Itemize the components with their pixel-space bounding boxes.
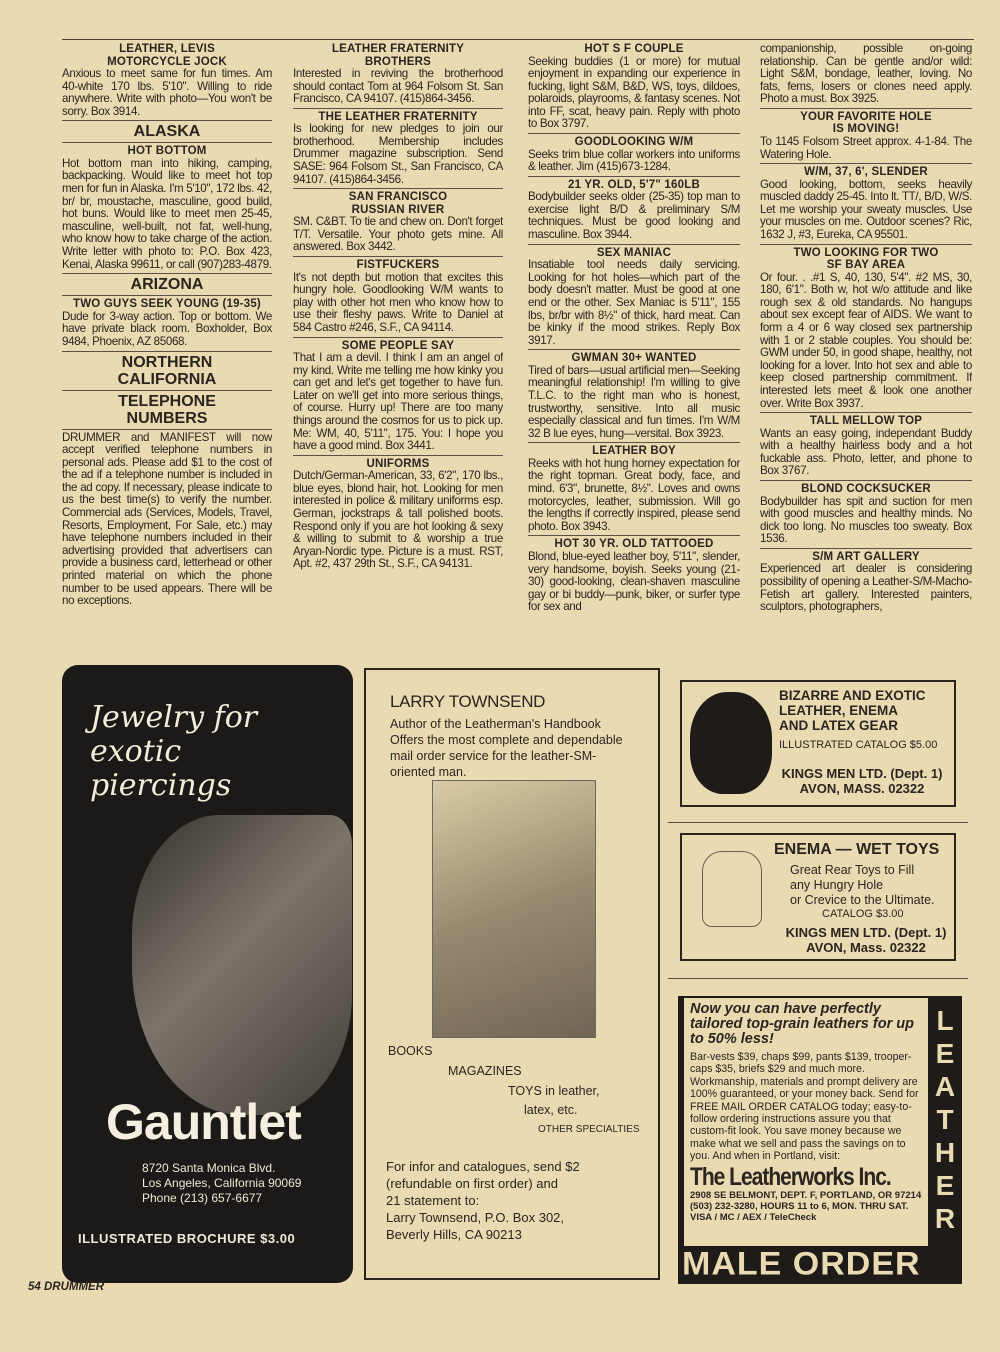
company: KINGS MEN LTD. (Dept. 1) AVON, MASS. 02322: [781, 766, 943, 796]
ad-title: GOODLOOKING W/M: [574, 136, 694, 149]
personal-ad: [293, 456, 503, 573]
ad-title: LEATHER, LEVIS MOTORCYCLE JOCK: [107, 43, 227, 68]
company: KINGS MEN LTD. (Dept. 1) AVON, Mass. 02322: [785, 925, 947, 955]
ad-title: HOT S F COUPLE: [584, 43, 684, 55]
townsend-subtitle: [390, 716, 640, 780]
ad-title: LEATHER FRATERNITY BROTHERS: [331, 43, 465, 68]
ad-title: TWO LOOKING FOR TWO SF BAY AREA: [793, 246, 939, 272]
ad-title: UNIFORMS: [366, 457, 430, 470]
gauntlet-brochure: ILLUSTRATED BROCHURE $3.00: [78, 1231, 296, 1246]
column-2: [293, 41, 503, 653]
ad-body: Dude for 3-way action. Top or bottom. We have private black room. Boxholder, Box 9484, Phoenix, AZ 85068.: [62, 309, 272, 348]
section-heading: TELEPHONE NUMBERS: [62, 391, 272, 430]
mask-image: [690, 692, 772, 794]
list-item: OTHER SPECIALTIES: [538, 1124, 640, 1135]
ad-body: Experienced art dealer is considering possibility of opening a Leather-S/M-Macho-Fetish art gallery. Interested painters, sculptors, photographers,: [760, 562, 972, 614]
personal-ad: [528, 177, 740, 245]
ad-body: Is looking for new pledges to join our brotherhood. Membership includes Drummer magazine subscription. Send SASE: 964 Folsom St., San Francisco, CA 94107. (415)864-3456.: [293, 122, 503, 186]
kings-men-ad-2: [680, 833, 956, 961]
enema-bag-image: [702, 851, 762, 927]
personal-ad: [293, 41, 503, 109]
column-1: [62, 41, 272, 653]
ad-body: Or four. . .#1 S, 40, 130, 5'4". #2 MS, 30, 180, 6'1". Both w, hot w/o attitude and like rough sex & old standards. No hangups about sex except fear of AIDS. We want to form a 4 or 6 way closed sex partnership with 1 or 2 stable couples. You should be: GWM under 50, in good shape, healthy, not looking for a lover. Into hot sex and able to keep closed partnership commitment. If interested lets meet & look one another over. Write Box 3937.: [760, 270, 972, 410]
ad-body: Bodybuilder seeks older (25-35) top man to exercise light B/D & preliminary S/M techniques. Must be good looking and masculine. Box 3944.: [528, 190, 740, 242]
personal-ad: [528, 443, 740, 536]
ad-title: HOT 30 YR. OLD TATTOOED: [554, 538, 714, 551]
gauntlet-address: 8720 Santa Monica Blvd. Los Angeles, California 90069 Phone (213) 657-6677: [142, 1161, 302, 1205]
personal-ad: [293, 189, 503, 257]
address: 2908 SE BELMONT, DEPT. F, PORTLAND, OR 97214 (503) 232-3280, HOURS 11 to 6, MON. THRU SAT. VISA / MC / AEX / TeleCheck: [690, 1189, 922, 1223]
personal-ad: [62, 41, 272, 121]
gauntlet-logo: Gauntlet: [106, 1094, 301, 1150]
ad-title: TALL MELLOW TOP: [809, 415, 923, 428]
personal-ad: [293, 109, 503, 189]
personal-ad: [62, 143, 272, 274]
ad-body: It's not depth but motion that excites this hungry hole. Goodlooking W/M wants to play with other hot men who know how to use their fleshy paws. Write to Daniel at 584 Castro #246, S.F., CA 94114.: [293, 270, 503, 334]
personal-ad: [760, 41, 972, 109]
kings-men-ad-1: [680, 680, 956, 807]
ad-title: S/M ART GALLERY: [812, 550, 920, 563]
ad-title: 21 YR. OLD, 5'7" 160LB: [568, 178, 700, 191]
personal-ad: [528, 536, 740, 615]
ad-body: Seeks trim blue collar workers into uniforms & leather. Jim (415)673-1284.: [528, 147, 740, 174]
section-heading: ALASKA: [62, 121, 272, 143]
ad-body: Wants an easy going, independant Buddy with a healthy hairless body and a hot fuckable ass. Photo, letter, and phone to Box 3767.: [760, 426, 972, 478]
divider: [668, 822, 968, 823]
personal-ad: [760, 481, 972, 549]
offer: Offers the most complete and dependable mail order service for the leather-SM-oriented man.: [390, 733, 623, 779]
vertical-leather: L E A T H E R: [934, 1005, 956, 1234]
page-footer: 54 DRUMMER: [28, 1281, 105, 1293]
headline: Now you can have perfectly tailored top-grain leathers for up to 50% less!: [690, 1001, 914, 1047]
personal-ad: [293, 257, 503, 337]
personal-ad: [760, 549, 972, 616]
top-rule: [62, 39, 974, 40]
ad-body: Blond, blue-eyed leather boy, 5'11", slender, very handsome, boyish. Seeks young (21-30) good-looking, clean-shaven masculine gay or bi buddy—punk, biker, or surfer type for sex and: [528, 549, 740, 614]
text: Great Rear Toys to Fill any Hungry Hole or Crevice to the Ultimate.: [790, 863, 935, 907]
list-item: TOYS in leather,: [508, 1084, 600, 1098]
section-heading: ARIZONA: [62, 274, 272, 296]
ad-title: TWO GUYS SEEK YOUNG (19-35): [73, 298, 261, 311]
leatherworks-ad: [678, 996, 962, 1284]
catalog: CATALOG $3.00: [822, 908, 904, 920]
headline: ENEMA — WET TOYS: [774, 841, 940, 858]
ad-body: SM. C&BT. To tie and chew on. Don't forget T/T. Versatile. Your photo gets mine. All answered. Box 3442.: [293, 215, 503, 254]
townsend-footer: For infor and catalogues, send $2 (refundable on first order) and 21 statement to: Larry Townsend, P.O. Box 302, Beverly Hills, CA 90213: [386, 1159, 580, 1242]
ad-body: Anxious to meet same for fun times. Am 40-white 170 lbs. 5'10". Willing to ride anywhere. Write with photo—You won't be sorry. Box 3914.: [62, 67, 272, 118]
ad-body: Seeking buddies (1 or more) for mutual enjoyment in expanding our experience in fucking, light S&M, B&D, WS, toys, dildoes, polaroids, playrooms, & fantasy scenes. Not into FF, scat, heavy pain. Reply with photo to Box 3797.: [528, 54, 740, 131]
divider: [668, 978, 968, 979]
ad-title: SEX MANIAC: [596, 246, 672, 259]
personal-ad: [528, 350, 740, 443]
ad-body: DRUMMER and MANIFEST will now accept verified telephone numbers in personal ads. Please add $1 to the cost of the ad if a telephone number is included in the ad copy. If necessary, please indicate to us the best time(s) to verify the number. Commercial ads (Services, Models, Travel, Resorts, Employment, For Sale, etc.) may have telephone numbers included in their advertising provided that advertisers can provide a business card, letterhead or other printed material on which the phone number to be used appears. There will be no exceptions.: [62, 430, 272, 608]
personal-ad: [760, 109, 972, 164]
body: Bar-vests $39, chaps $99, pants $139, trooper-caps $35, briefs $29 and much more. Workmanship, materials and prompt delivery are 100% guaranteed, or your money back. Send for FREE MAIL ORDER CATALOG today; easy-to-follow ordering instructions assure you that custom-fit look. You save money because we make what we sell and pass the savings on to you. And when in Portland, visit:: [690, 1051, 919, 1163]
ad-title: HOT BOTTOM: [127, 145, 207, 158]
section-heading: NORTHERN CALIFORNIA: [62, 352, 272, 391]
list-item: latex, etc.: [524, 1103, 578, 1117]
ad-title: YOUR FAVORITE HOLE IS MOVING!: [800, 110, 932, 136]
ad-body: Good looking, bottom, seeks heavily muscled daddy 25-45. Into lt. TT/, B/D, W/S. Let me worship your sweaty muscles. Use your muscles on me. Outdoor scenes? Ric, 1632 J, #3, Eureka, CA 95501.: [760, 177, 972, 242]
personal-ad: [760, 245, 972, 414]
ad-title: SOME PEOPLE SAY: [341, 339, 455, 352]
company-name: The Leatherworks Inc.: [690, 1163, 891, 1191]
column-4: [760, 41, 972, 653]
ad-title: GWMAN 30+ WANTED: [571, 352, 697, 365]
ad-title: LEATHER BOY: [592, 445, 676, 458]
ad-body: To 1145 Folsom Street approx. 4-1-84. The Watering Hole.: [760, 134, 972, 161]
headline: BIZARRE AND EXOTIC LEATHER, ENEMA AND LATEX GEAR: [779, 688, 926, 733]
townsend-ad: [364, 668, 660, 1280]
catalog: ILLUSTRATED CATALOG $5.00: [779, 739, 938, 751]
jewelry-photo: [132, 815, 352, 1115]
ad-body: Reeks with hot hung horney expectation for the right topman. Great body, face, and mind. 6'3", brunette, 8½". Loves and owns motorcycles, leather, submission. Will go the lengths if correctly inspired, please send photo. Box 3943.: [528, 456, 740, 533]
ad-title: FISTFUCKERS: [356, 259, 440, 272]
ad-title: SAN FRANCISCO RUSSIAN RIVER: [348, 191, 448, 216]
personal-ad: [62, 430, 272, 610]
list-item: BOOKS: [388, 1044, 433, 1058]
personal-ad: [528, 41, 740, 134]
ad-body: companionship, possible on-going relationship. Can be gentle and/or wild: Light S&M, bondage, leather, loving. No fats, fems, losers or clones need apply. Photo a must. Box 3925.: [760, 42, 972, 106]
ad-title: W/M, 37, 6', SLENDER: [804, 166, 928, 179]
ad-body: That I am a devil. I think I am an angel of my kind. Write me telling me how kinky you can get and let's get together to have fun. Later on we'll get into more serious things, of course. Hurry up! There are too many things around the cosmos for us to pick up. Me: WM, 40, 5'11", 175. You: I hope you have a good mind. Box 3441.: [293, 351, 503, 453]
male-order: MALE ORDER: [682, 1245, 921, 1283]
subtitle: Author of the Leatherman's Handbook: [390, 717, 601, 731]
ad-body: Tired of bars—usual artificial men—Seeking meaningful relationship! I'm willing to give T.L.C. to the right man who is honest, trustworthy, sensitive. Into all music especially classical and fun times. I'm W/M 32 B lue eyes, hung—versital. Box 3923.: [528, 363, 740, 440]
ad-body: Bodybuilder has spit and suction for men with good muscles and healthy minds. No dick too long. No muscles too sweaty. Box 1536.: [760, 494, 972, 546]
list-item: MAGAZINES: [448, 1064, 522, 1078]
ad-title: THE LEATHER FRATERNITY: [318, 110, 478, 123]
personal-ad: [528, 134, 740, 177]
personal-ad: [528, 245, 740, 351]
gauntlet-tagline: Jewelry for exotic piercings: [90, 700, 258, 803]
personal-ad: [293, 338, 503, 456]
personal-ad: [62, 296, 272, 351]
ad-title: BLOND COCKSUCKER: [801, 483, 931, 496]
personal-ad: [760, 164, 972, 244]
column-3: [528, 41, 740, 653]
personal-ad: [760, 413, 972, 481]
ad-body: Dutch/German-American, 33, 6'2", 170 lbs., blue eyes, blond hair, hot. Looking for men interested in police & military uniforms esp. German, jockstraps & tall polished boots. Respond only if you are hot looking & sexy & willing to submit to & worship a true Aryan-Nordic type. Picture is a must. RST, Apt. #2, 437 29th St., S.F., CA 94131.: [293, 469, 503, 571]
ad-body: Hot bottom man into hiking, camping, backpacking. Would like to meet hot top men for fun in Alaska. I'm 5'10", 172 lbs. 42, br/ br, moustache, masculine, good build, hot buns. Would like to meet men 25-45, masculine, well-built, not fat, well-hung, who know how to take charge of the action. Write letter with photo to: P.O. Box 423, Kenai, Alaska 99611, or call (907)283-4879.: [62, 156, 272, 271]
gauntlet-ad: [62, 665, 353, 1283]
illustration: [432, 780, 596, 1038]
ad-body: Insatiable tool needs daily servicing. Looking for hot holes—which part of the body doesn't matter. Must be good at one end or the other. Sex Maniac is 5'11", 155 lbs, br/br with 8½" of thick, hard meat. Can be kinky if the mood strikes. Reply Box 3917.: [528, 258, 740, 347]
townsend-name: LARRY TOWNSEND: [390, 692, 546, 711]
ad-body: Interested in reviving the brotherhood should contact Tom at 964 Folsom St. San Francisco, CA 94107. (415)864-3456.: [293, 67, 503, 106]
